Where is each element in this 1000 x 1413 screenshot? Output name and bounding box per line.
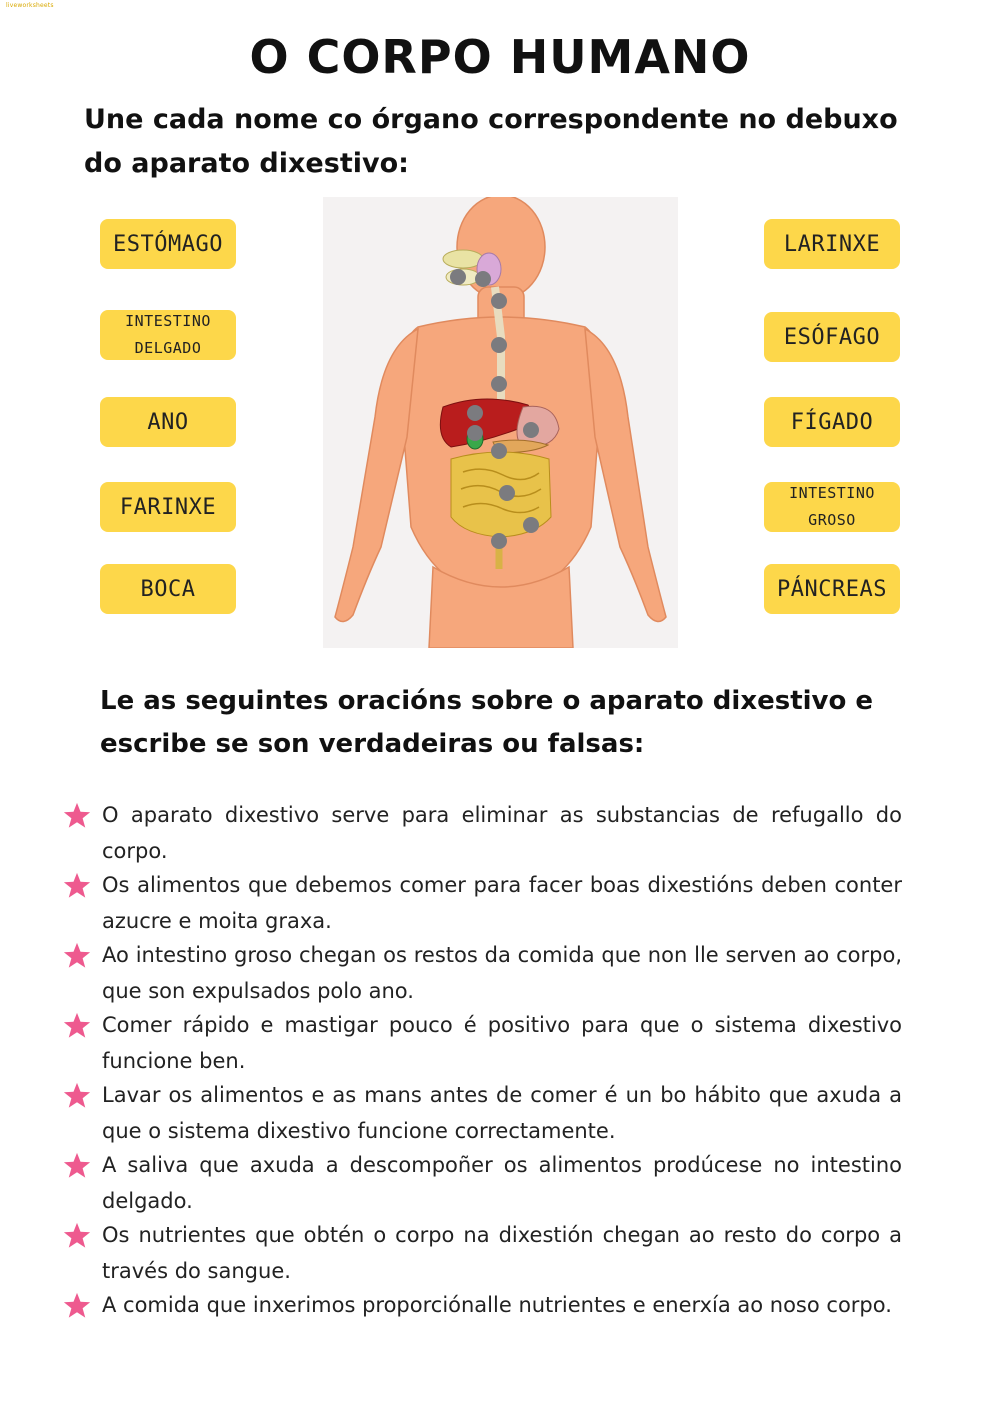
page-title: O CORPO HUMANO — [249, 30, 751, 84]
marker-dot[interactable] — [491, 533, 507, 549]
marker-dot[interactable] — [467, 425, 483, 441]
instruction-match: Une cada nome co órgano correspondente no debuxo do aparato dixestivo: — [84, 104, 898, 179]
label-intestino-groso[interactable]: INTESTINO GROSO — [764, 482, 900, 532]
star-icon — [62, 1151, 92, 1181]
marker-dot[interactable] — [450, 269, 466, 285]
label-figado[interactable]: FÍGADO — [764, 397, 900, 447]
marker-dot[interactable] — [523, 422, 539, 438]
statement-item — [62, 1217, 902, 1287]
statement-text: O aparato dixestivo serve para eliminar as substancias de refugallo do corpo. — [102, 803, 902, 863]
marker-dot[interactable] — [499, 485, 515, 501]
statement-item — [62, 1007, 902, 1077]
star-icon — [62, 801, 92, 831]
statement-text: Os nutrientes que obtén o corpo na dixestión chegan ao resto do corpo a través do sangue. — [102, 1223, 902, 1283]
label-ano[interactable]: ANO — [100, 397, 236, 447]
statement-list — [62, 797, 912, 1327]
label-pancreas[interactable]: PÁNCREAS — [764, 564, 900, 614]
marker-dot[interactable] — [491, 293, 507, 309]
star-icon — [62, 871, 92, 901]
statement-item — [62, 937, 902, 1007]
statement-item — [62, 867, 902, 937]
label-boca[interactable]: BOCA — [100, 564, 236, 614]
statement-item — [62, 1147, 902, 1217]
star-icon — [62, 1081, 92, 1111]
statement-text: Lavar os alimentos e as mans antes de comer é un bo hábito que axuda a que o sistema dixestivo funcione correctamente. — [102, 1083, 902, 1143]
star-icon — [62, 941, 92, 971]
statement-item — [62, 797, 902, 867]
brand-watermark: liveworksheets — [6, 2, 54, 9]
statement-item — [62, 1287, 902, 1327]
statement-item — [62, 1077, 902, 1147]
marker-dot[interactable] — [491, 443, 507, 459]
label-estomago[interactable]: ESTÓMAGO — [100, 219, 236, 269]
statement-text: Os alimentos que debemos comer para facer boas dixestións deben conter azucre e moita graxa. — [102, 873, 902, 933]
label-larinxe[interactable]: LARINXE — [764, 219, 900, 269]
marker-dot[interactable] — [491, 337, 507, 353]
marker-dot[interactable] — [467, 405, 483, 421]
statement-text: Comer rápido e mastigar pouco é positivo para que o sistema dixestivo funcione ben. — [102, 1013, 902, 1073]
body-drawing — [323, 197, 678, 648]
star-icon — [62, 1221, 92, 1251]
marker-dot[interactable] — [491, 376, 507, 392]
marker-dot[interactable] — [475, 271, 491, 287]
statement-text: A comida que inxerimos proporciónalle nutrientes e enerxía ao noso corpo. — [102, 1293, 892, 1317]
label-farinxe[interactable]: FARINXE — [100, 482, 236, 532]
star-icon — [62, 1011, 92, 1041]
instruction-true-false: Le as seguintes oracións sobre o aparato dixestivo e escribe se son verdadeiras ou falsas: — [100, 686, 874, 759]
marker-dot[interactable] — [523, 517, 539, 533]
digestive-system-illustration — [323, 197, 678, 648]
label-esofago[interactable]: ESÓFAGO — [764, 312, 900, 362]
star-icon — [62, 1291, 92, 1321]
label-intestino-delgado[interactable]: INTESTINO DELGADO — [100, 310, 236, 360]
statement-text: Ao intestino groso chegan os restos da comida que non lle serven ao corpo, que son expulsados polo ano. — [102, 943, 902, 1003]
statement-text: A saliva que axuda a descompoñer os alimentos prodúcese no intestino delgado. — [102, 1153, 902, 1213]
